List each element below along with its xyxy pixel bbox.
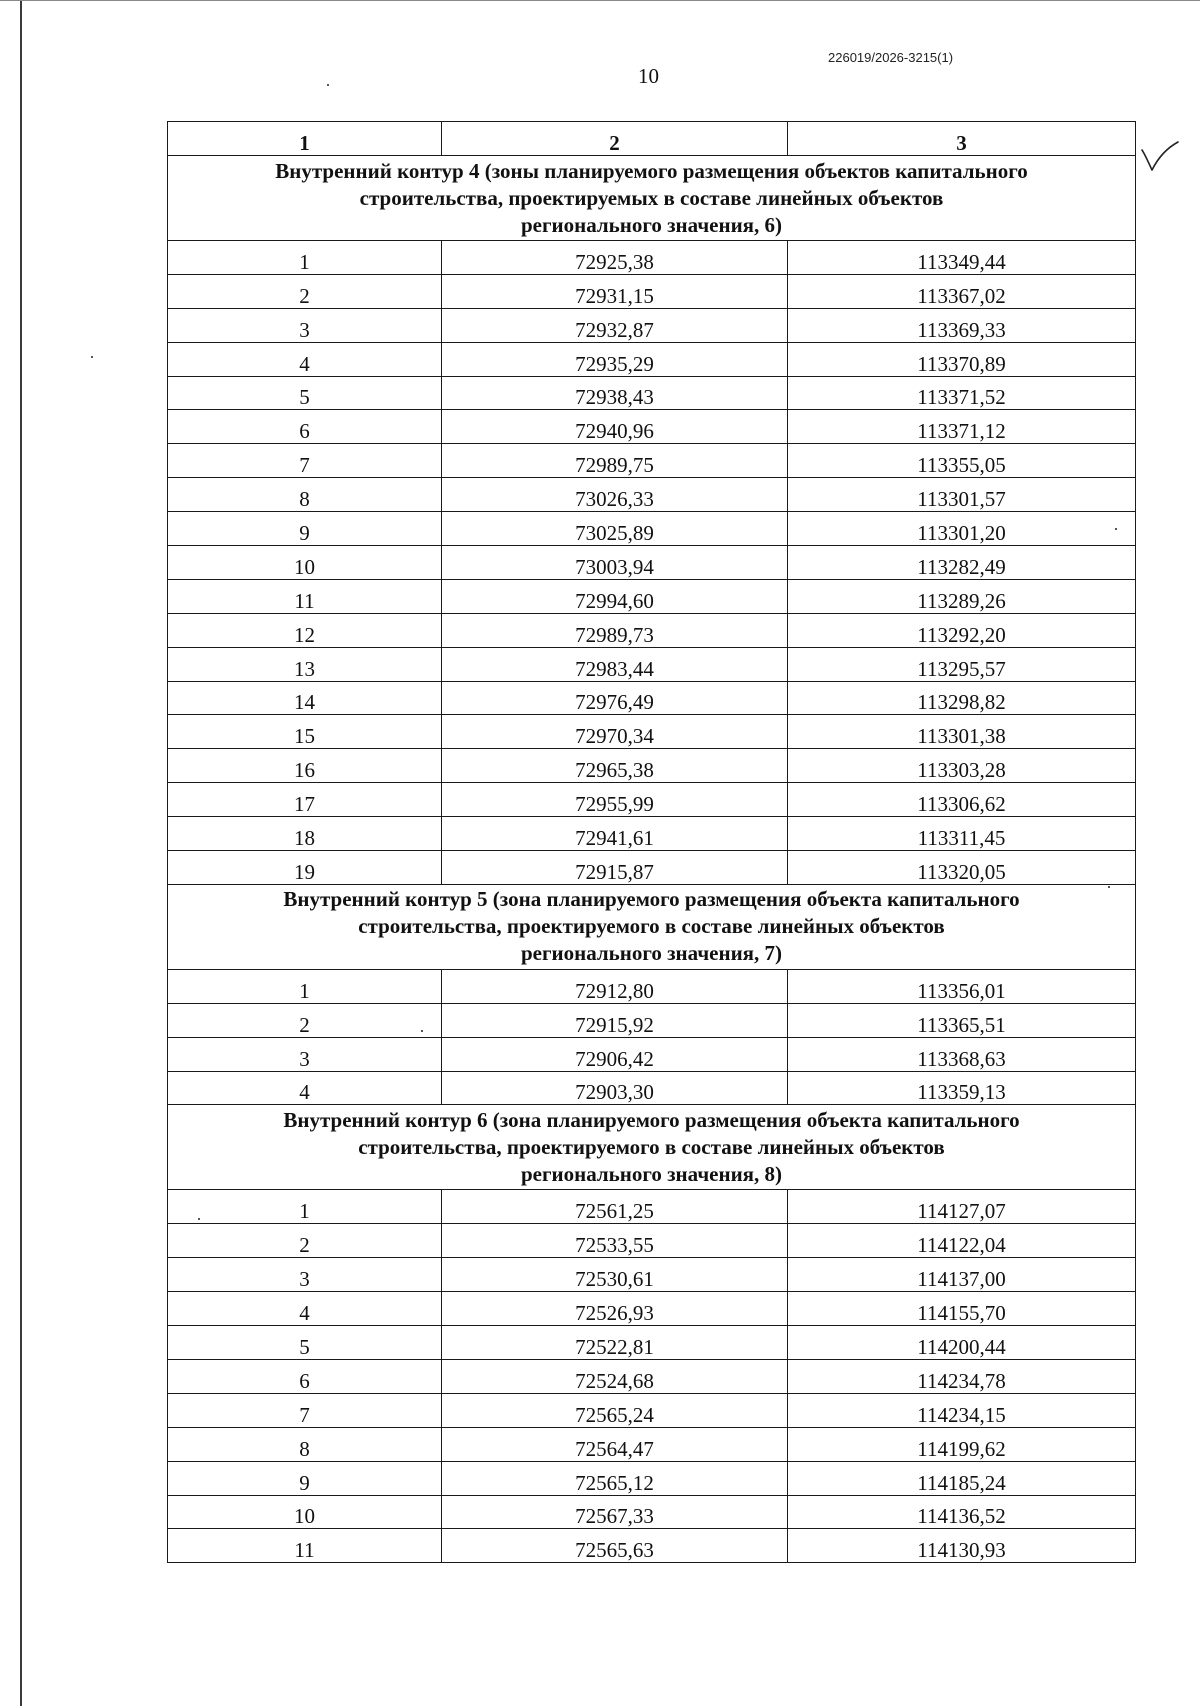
y-coordinate-cell: 113306,62 — [788, 783, 1136, 817]
x-coordinate-cell: 73026,33 — [442, 478, 788, 512]
point-number-cell: 9 — [168, 512, 442, 546]
table-row — [168, 376, 1136, 410]
table-row — [168, 851, 1136, 885]
y-coordinate-cell: 113298,82 — [788, 681, 1136, 715]
point-number-cell: 7 — [168, 444, 442, 478]
section-title-line: строительства, проектируемых в составе линейных объектов — [359, 185, 944, 210]
point-number-cell: 9 — [168, 1461, 442, 1495]
x-coordinate-cell: 72526,93 — [442, 1292, 788, 1326]
y-coordinate-cell: 114234,15 — [788, 1393, 1136, 1427]
y-coordinate-cell: 114130,93 — [788, 1529, 1136, 1563]
table-row — [168, 783, 1136, 817]
table-row — [168, 1190, 1136, 1224]
table-row — [168, 1461, 1136, 1495]
section-title-line: Внутренний контур 4 (зоны планируемого размещения объектов капитального — [275, 158, 1028, 183]
table-row — [168, 308, 1136, 342]
table-row — [168, 1393, 1136, 1427]
table-row — [168, 647, 1136, 681]
x-coordinate-cell: 72567,33 — [442, 1495, 788, 1529]
point-number-cell: 8 — [168, 478, 442, 512]
point-number-cell: 2 — [168, 1224, 442, 1258]
point-number-cell: 16 — [168, 749, 442, 783]
point-number-cell: 11 — [168, 579, 442, 613]
point-number-cell: 17 — [168, 783, 442, 817]
table-row — [168, 749, 1136, 783]
point-number-cell: 5 — [168, 1326, 442, 1360]
x-coordinate-cell: 72533,55 — [442, 1224, 788, 1258]
x-coordinate-cell: 72976,49 — [442, 681, 788, 715]
table-row — [168, 410, 1136, 444]
x-coordinate-cell: 72932,87 — [442, 308, 788, 342]
section-title-row — [168, 156, 1136, 241]
point-number-cell: 13 — [168, 647, 442, 681]
point-number-cell: 4 — [168, 342, 442, 376]
x-coordinate-cell: 72983,44 — [442, 647, 788, 681]
x-coordinate-cell: 72994,60 — [442, 579, 788, 613]
point-number-cell: 2 — [168, 274, 442, 308]
y-coordinate-cell: 113301,20 — [788, 512, 1136, 546]
point-number-cell: 10 — [168, 1495, 442, 1529]
table-row — [168, 1292, 1136, 1326]
point-number-cell: 1 — [168, 969, 442, 1003]
table-row — [168, 1003, 1136, 1037]
table-row — [168, 444, 1136, 478]
table-row — [168, 969, 1136, 1003]
y-coordinate-cell: 113349,44 — [788, 241, 1136, 275]
y-coordinate-cell: 113301,38 — [788, 715, 1136, 749]
x-coordinate-cell: 72989,75 — [442, 444, 788, 478]
y-coordinate-cell: 113295,57 — [788, 647, 1136, 681]
y-coordinate-cell: 113371,12 — [788, 410, 1136, 444]
coordinates-table — [167, 121, 1136, 1563]
section-title-row — [168, 884, 1136, 969]
y-coordinate-cell: 113292,20 — [788, 613, 1136, 647]
point-number-cell: 12 — [168, 613, 442, 647]
y-coordinate-cell: 113365,51 — [788, 1003, 1136, 1037]
y-coordinate-cell: 113301,57 — [788, 478, 1136, 512]
table-row — [168, 342, 1136, 376]
point-number-cell: 10 — [168, 546, 442, 580]
table-row — [168, 1258, 1136, 1292]
y-coordinate-cell: 113359,13 — [788, 1071, 1136, 1105]
y-coordinate-cell: 113320,05 — [788, 851, 1136, 885]
point-number-cell: 8 — [168, 1427, 442, 1461]
point-number-cell: 5 — [168, 376, 442, 410]
point-number-cell: 19 — [168, 851, 442, 885]
y-coordinate-cell: 113356,01 — [788, 969, 1136, 1003]
x-coordinate-cell: 72524,68 — [442, 1359, 788, 1393]
y-coordinate-cell: 114127,07 — [788, 1190, 1136, 1224]
table-row — [168, 681, 1136, 715]
table-row — [168, 478, 1136, 512]
scan-left-edge — [20, 0, 22, 1706]
x-coordinate-cell: 72912,80 — [442, 969, 788, 1003]
section-title — [168, 156, 1136, 241]
section-title — [168, 884, 1136, 969]
coordinates-table-body — [168, 122, 1136, 1563]
point-number-cell: 3 — [168, 1258, 442, 1292]
table-row — [168, 274, 1136, 308]
y-coordinate-cell: 114234,78 — [788, 1359, 1136, 1393]
y-coordinate-cell: 113355,05 — [788, 444, 1136, 478]
point-number-cell: 15 — [168, 715, 442, 749]
table-row — [168, 1359, 1136, 1393]
x-coordinate-cell: 73025,89 — [442, 512, 788, 546]
header-cell: 3 — [788, 122, 1136, 156]
x-coordinate-cell: 72965,38 — [442, 749, 788, 783]
point-number-cell: 4 — [168, 1071, 442, 1105]
x-coordinate-cell: 72915,87 — [442, 851, 788, 885]
x-coordinate-cell: 72565,12 — [442, 1461, 788, 1495]
y-coordinate-cell: 114185,24 — [788, 1461, 1136, 1495]
document-number: 226019/2026-3215(1) — [828, 50, 954, 65]
y-coordinate-cell: 114137,00 — [788, 1258, 1136, 1292]
x-coordinate-cell: 72941,61 — [442, 817, 788, 851]
header-cell: 1 — [168, 122, 442, 156]
x-coordinate-cell: 72940,96 — [442, 410, 788, 444]
y-coordinate-cell: 114200,44 — [788, 1326, 1136, 1360]
x-coordinate-cell: 72935,29 — [442, 342, 788, 376]
point-number-cell: 4 — [168, 1292, 442, 1326]
y-coordinate-cell: 113367,02 — [788, 274, 1136, 308]
y-coordinate-cell: 113311,45 — [788, 817, 1136, 851]
scan-top-edge — [0, 0, 1200, 1]
point-number-cell: 6 — [168, 1359, 442, 1393]
section-title-line: регионального значения, 7) — [520, 941, 783, 966]
table-row — [168, 817, 1136, 851]
x-coordinate-cell: 72931,15 — [442, 274, 788, 308]
y-coordinate-cell: 113368,63 — [788, 1037, 1136, 1071]
x-coordinate-cell: 72915,92 — [442, 1003, 788, 1037]
point-number-cell: 2 — [168, 1003, 442, 1037]
table-row — [168, 1427, 1136, 1461]
table-row — [168, 241, 1136, 275]
x-coordinate-cell: 72564,47 — [442, 1427, 788, 1461]
handwritten-checkmark-icon — [1140, 140, 1180, 174]
x-coordinate-cell: 73003,94 — [442, 546, 788, 580]
section-title-line: строительства, проектируемого в составе линейных объектов — [358, 1134, 945, 1159]
table-row — [168, 512, 1136, 546]
y-coordinate-cell: 114199,62 — [788, 1427, 1136, 1461]
x-coordinate-cell: 72561,25 — [442, 1190, 788, 1224]
table-row — [168, 1071, 1136, 1105]
section-title-line: Внутренний контур 6 (зона планируемого размещения объекта капитального — [283, 1107, 1020, 1132]
point-number-cell: 3 — [168, 308, 442, 342]
x-coordinate-cell: 72925,38 — [442, 241, 788, 275]
y-coordinate-cell: 113369,33 — [788, 308, 1136, 342]
y-coordinate-cell: 113370,89 — [788, 342, 1136, 376]
section-title-line: Внутренний контур 5 (зона планируемого размещения объекта капитального — [283, 887, 1020, 912]
section-title — [168, 1105, 1136, 1190]
y-coordinate-cell: 113282,49 — [788, 546, 1136, 580]
x-coordinate-cell: 72989,73 — [442, 613, 788, 647]
point-number-cell: 7 — [168, 1393, 442, 1427]
x-coordinate-cell: 72970,34 — [442, 715, 788, 749]
point-number-cell: 1 — [168, 241, 442, 275]
table-row — [168, 579, 1136, 613]
section-title-line: регионального значения, 8) — [520, 1161, 783, 1186]
section-title-line: регионального значения, 6) — [520, 212, 783, 237]
x-coordinate-cell: 72955,99 — [442, 783, 788, 817]
scan-speck — [91, 356, 93, 358]
x-coordinate-cell: 72565,63 — [442, 1529, 788, 1563]
y-coordinate-cell: 113289,26 — [788, 579, 1136, 613]
point-number-cell: 1 — [168, 1190, 442, 1224]
table-header-row — [168, 122, 1136, 156]
table-row — [168, 1326, 1136, 1360]
table-row — [168, 715, 1136, 749]
y-coordinate-cell: 114122,04 — [788, 1224, 1136, 1258]
y-coordinate-cell: 113303,28 — [788, 749, 1136, 783]
section-title-row — [168, 1105, 1136, 1190]
table-row — [168, 613, 1136, 647]
table-row — [168, 546, 1136, 580]
point-number-cell: 18 — [168, 817, 442, 851]
x-coordinate-cell: 72903,30 — [442, 1071, 788, 1105]
y-coordinate-cell: 114136,52 — [788, 1495, 1136, 1529]
scan-speck — [327, 84, 329, 86]
x-coordinate-cell: 72565,24 — [442, 1393, 788, 1427]
table-row — [168, 1037, 1136, 1071]
page-number: 10 — [638, 64, 659, 88]
point-number-cell: 3 — [168, 1037, 442, 1071]
x-coordinate-cell: 72530,61 — [442, 1258, 788, 1292]
point-number-cell: 14 — [168, 681, 442, 715]
y-coordinate-cell: 113371,52 — [788, 376, 1136, 410]
x-coordinate-cell: 72522,81 — [442, 1326, 788, 1360]
section-title-line: строительства, проектируемого в составе линейных объектов — [358, 914, 945, 939]
table-row — [168, 1529, 1136, 1563]
header-cell: 2 — [442, 122, 788, 156]
table-row — [168, 1495, 1136, 1529]
table-row — [168, 1224, 1136, 1258]
point-number-cell: 11 — [168, 1529, 442, 1563]
y-coordinate-cell: 114155,70 — [788, 1292, 1136, 1326]
point-number-cell: 6 — [168, 410, 442, 444]
x-coordinate-cell: 72906,42 — [442, 1037, 788, 1071]
x-coordinate-cell: 72938,43 — [442, 376, 788, 410]
